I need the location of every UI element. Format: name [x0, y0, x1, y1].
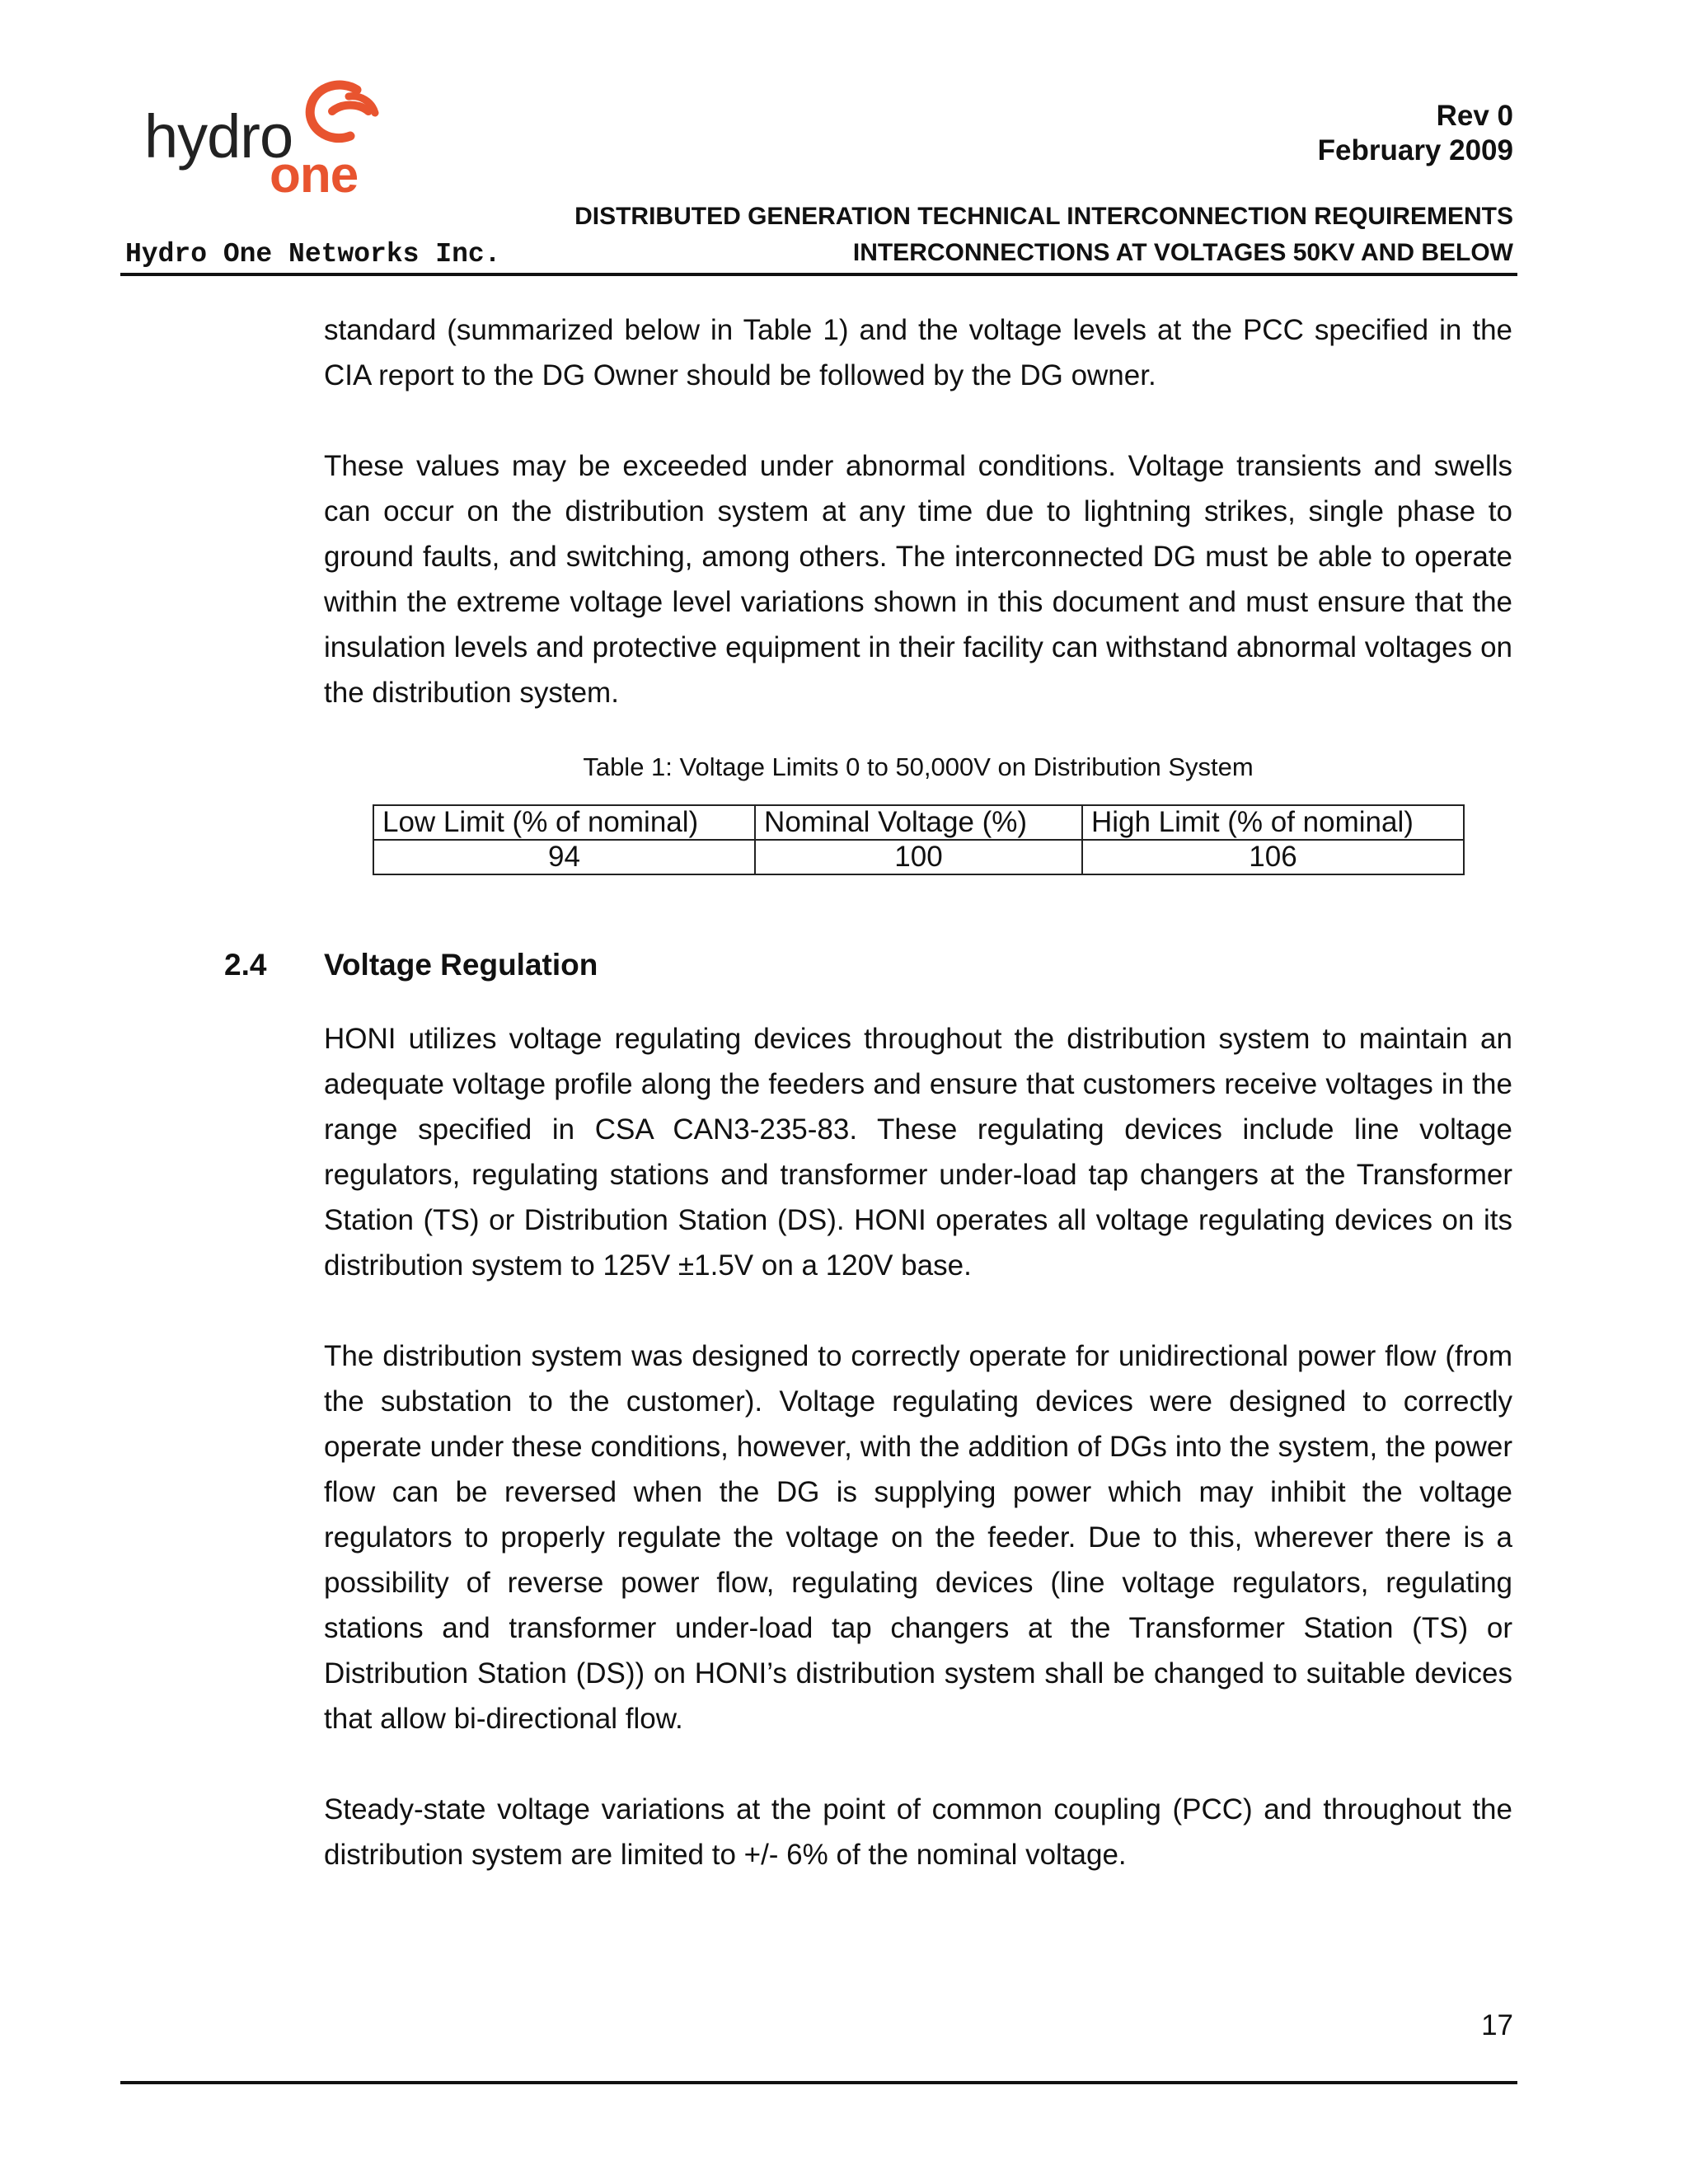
table-header-cell: Nominal Voltage (%) — [755, 805, 1082, 840]
header-divider — [120, 273, 1517, 276]
paragraph: These values may be exceeded under abnormal conditions. Voltage transients and swells can occur on the distribution system at any time due to lightning strikes, single phase to ground faults, and switching, among others. The interconnected DG must be able to operate within the extreme voltage level variations shown in this document and must ensure that the insulation levels and protective equipment in their facility can withstand abnormal voltages on the distribution system. — [324, 450, 1512, 709]
section-number: 2.4 — [224, 948, 267, 982]
section-title: Voltage Regulation — [324, 948, 598, 982]
paragraph: Steady-state voltage variations at the point of common coupling (PCC) and throughout the distribution system are limited to +/- 6% of the nominal voltage. — [324, 1793, 1512, 1871]
footer-divider — [120, 2081, 1517, 2084]
table-cell: 100 — [755, 840, 1082, 874]
hydro-one-logo — [144, 78, 392, 204]
logo-word-one: one — [270, 147, 359, 204]
table-header-cell: Low Limit (% of nominal) — [373, 805, 755, 840]
company-name: Hydro One Networks Inc. — [125, 239, 501, 269]
table-cell: 94 — [373, 840, 755, 874]
table-caption: Table 1: Voltage Limits 0 to 50,000V on Distribution System — [583, 752, 1254, 781]
document-title: DISTRIBUTED GENERATION TECHNICAL INTERCONNECTION REQUIREMENTS — [574, 203, 1513, 230]
table-cell: 106 — [1082, 840, 1464, 874]
voltage-limits-table — [373, 804, 1465, 875]
table-header-cell: High Limit (% of nominal) — [1082, 805, 1464, 840]
table-row — [373, 840, 1464, 874]
table-header-row — [373, 805, 1464, 840]
revision-date: February 2009 — [1317, 134, 1513, 166]
paragraph: HONI utilizes voltage regulating devices throughout the distribution system to maintain an adequate voltage profile along the feeders and ensure that customers receive voltages in the range specified in CSA CAN3-235-83. These regulating devices include line voltage regulators, regulating stations and transformer under-load tap changers at the Transformer Station (TS) or Distribution Station (DS). HONI operates all voltage regulating devices on its distribution system to 125V ±1.5V on a 120V base. — [324, 1023, 1512, 1282]
body-text-top — [324, 307, 1512, 715]
hydro-one-swirl-icon — [299, 78, 382, 152]
body-text-section — [324, 1016, 1512, 1877]
logo-word-hydro: hydro — [144, 102, 293, 171]
page-number: 17 — [1481, 2009, 1513, 2041]
revision-label: Rev 0 — [1436, 100, 1513, 132]
revision-block — [1318, 99, 1513, 168]
document-subtitle: INTERCONNECTIONS AT VOLTAGES 50KV AND BELOW — [852, 239, 1513, 266]
paragraph: The distribution system was designed to correctly operate for unidirectional power flow (from the substation to the customer). Voltage regulating devices were designed to correctly operate under these conditions, however, with the addition of DGs into the system, the power flow can be reversed when the DG is supplying power which may inhibit the voltage regulators to properly regulate the voltage on the feeder. Due to this, wherever there is a possibility of reverse power flow, regulating devices (line voltage regulators, regulating stations and transformer under-load tap changers at the Transformer Station (TS) or Distribution Station (DS)) on HONI’s distribution system shall be changed to suitable devices that allow bi-directional flow. — [324, 1340, 1512, 1735]
paragraph: standard (summarized below in Table 1) and the voltage levels at the PCC specified in the CIA report to the DG Owner should be followed by the DG owner. — [324, 314, 1512, 391]
